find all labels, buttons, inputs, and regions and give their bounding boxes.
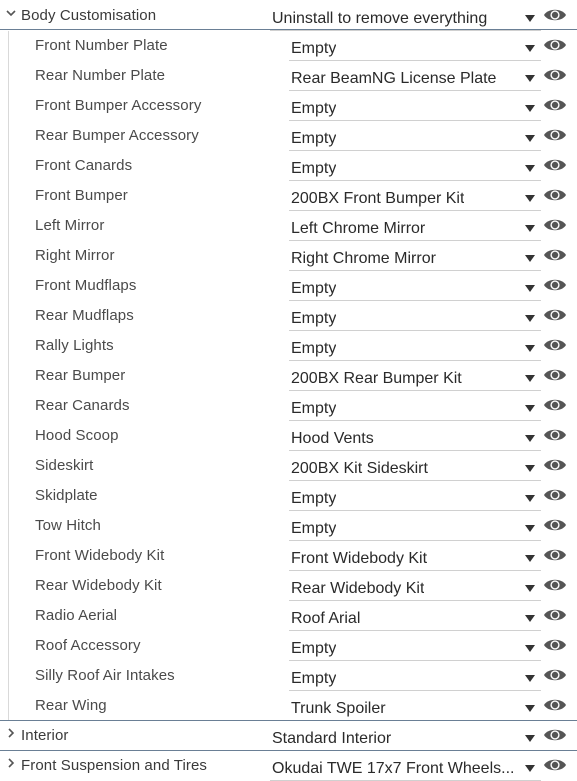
caret-down-icon[interactable] <box>525 525 535 532</box>
section-0-part-17-row[interactable] <box>0 541 577 571</box>
section-0-part-19-row[interactable] <box>0 601 577 631</box>
section-0-part-0-row[interactable] <box>0 31 577 61</box>
caret-down-icon[interactable] <box>525 135 535 142</box>
section-2-row[interactable] <box>0 751 577 781</box>
eye-icon[interactable] <box>543 335 567 355</box>
section-0-part-13-dropdown[interactable] <box>289 424 541 451</box>
section-0-part-9-dropdown[interactable] <box>289 304 541 331</box>
caret-down-icon[interactable] <box>525 465 535 472</box>
caret-down-icon[interactable] <box>525 345 535 352</box>
eye-icon[interactable] <box>543 365 567 385</box>
section-0-part-3-label: Rear Bumper Accessory <box>35 127 199 144</box>
eye-icon[interactable] <box>543 455 567 475</box>
eye-icon[interactable] <box>543 35 567 55</box>
section-0-part-2-dropdown[interactable] <box>289 94 541 121</box>
section-0-part-19-dropdown[interactable] <box>289 604 541 631</box>
eye-icon[interactable] <box>543 545 567 565</box>
section-0-part-6-label: Left Mirror <box>35 217 105 234</box>
section-0-part-1-dropdown[interactable] <box>289 64 541 91</box>
eye-icon[interactable] <box>543 485 567 505</box>
section-0-part-5-row[interactable] <box>0 181 577 211</box>
section-0-part-11-dropdown[interactable] <box>289 364 541 391</box>
section-0-part-1-row[interactable] <box>0 61 577 91</box>
caret-down-icon[interactable] <box>525 405 535 412</box>
section-0-part-12-label: Rear Canards <box>35 397 130 414</box>
section-0-part-15-row[interactable] <box>0 481 577 511</box>
section-0-part-3-selected-value: Empty <box>291 130 337 147</box>
caret-down-icon[interactable] <box>525 495 535 502</box>
caret-down-icon[interactable] <box>525 585 535 592</box>
section-0-part-21-selected-value: Empty <box>291 670 337 687</box>
section-0-part-2-row[interactable] <box>0 91 577 121</box>
eye-icon[interactable] <box>543 245 567 265</box>
section-0-part-0-label: Front Number Plate <box>35 37 168 54</box>
section-0-part-14-selected-value: 200BX Kit Sideskirt <box>291 460 428 477</box>
section-0-part-13-row[interactable] <box>0 421 577 451</box>
eye-icon[interactable] <box>543 305 567 325</box>
section-0-part-3-dropdown[interactable] <box>289 124 541 151</box>
section-0-part-7-dropdown[interactable] <box>289 244 541 271</box>
section-0-dropdown[interactable] <box>270 4 541 31</box>
section-0-part-9-label: Rear Mudflaps <box>35 307 134 324</box>
eye-icon[interactable] <box>543 185 567 205</box>
section-0-part-18-row[interactable] <box>0 571 577 601</box>
section-0-part-22-selected-value: Trunk Spoiler <box>291 700 386 717</box>
section-0-part-8-selected-value: Empty <box>291 280 337 297</box>
caret-down-icon[interactable] <box>525 225 535 232</box>
section-0-part-16-row[interactable] <box>0 511 577 541</box>
section-0-part-14-row[interactable] <box>0 451 577 481</box>
section-1-row[interactable] <box>0 721 577 751</box>
section-0-part-11-row[interactable] <box>0 361 577 391</box>
section-0-part-12-dropdown[interactable] <box>289 394 541 421</box>
section-0-part-10-label: Rally Lights <box>35 337 114 354</box>
section-0-label: Body Customisation <box>21 7 157 24</box>
section-0-part-8-label: Front Mudflaps <box>35 277 137 294</box>
eye-icon[interactable] <box>543 665 567 685</box>
section-0-part-18-dropdown[interactable] <box>289 574 541 601</box>
section-0-part-11-selected-value: 200BX Rear Bumper Kit <box>291 370 462 387</box>
eye-icon[interactable] <box>543 425 567 445</box>
section-0-part-15-label: Skidplate <box>35 487 98 504</box>
section-0-part-13-label: Hood Scoop <box>35 427 119 444</box>
section-0-part-21-label: Silly Roof Air Intakes <box>35 667 175 684</box>
section-0-part-19-label: Radio Aerial <box>35 607 118 624</box>
caret-down-icon[interactable] <box>525 675 535 682</box>
caret-down-icon[interactable] <box>525 375 535 382</box>
section-0-part-17-label: Front Widebody Kit <box>35 547 165 564</box>
chevron-down-icon[interactable] <box>5 7 17 19</box>
section-0-part-10-row[interactable] <box>0 331 577 361</box>
tree-indent-line <box>8 31 9 721</box>
section-0-part-19-selected-value: Roof Arial <box>291 610 361 627</box>
section-0-part-16-dropdown[interactable] <box>289 514 541 541</box>
section-0-part-6-selected-value: Left Chrome Mirror <box>291 220 426 237</box>
section-0-part-21-dropdown[interactable] <box>289 664 541 691</box>
eye-icon[interactable] <box>543 5 567 25</box>
section-2-selected-value: Okudai TWE 17x7 Front Wheels... <box>272 760 515 777</box>
caret-down-icon[interactable] <box>525 555 535 562</box>
caret-down-icon[interactable] <box>525 315 535 322</box>
caret-down-icon[interactable] <box>525 45 535 52</box>
section-0-part-22-row[interactable] <box>0 691 577 721</box>
chevron-right-icon[interactable] <box>5 727 17 739</box>
section-0-part-5-dropdown[interactable] <box>289 184 541 211</box>
eye-icon[interactable] <box>543 695 567 715</box>
section-0-part-0-selected-value: Empty <box>291 40 337 57</box>
caret-down-icon[interactable] <box>525 105 535 112</box>
section-0-part-20-selected-value: Empty <box>291 640 337 657</box>
caret-down-icon[interactable] <box>525 255 535 262</box>
header-divider <box>0 29 577 30</box>
section-0-part-15-dropdown[interactable] <box>289 484 541 511</box>
section-1-dropdown[interactable] <box>270 724 541 751</box>
section-0-part-6-row[interactable] <box>0 211 577 241</box>
section-2-dropdown[interactable] <box>270 754 541 781</box>
section-0-part-15-selected-value: Empty <box>291 490 337 507</box>
section-0-part-4-label: Front Canards <box>35 157 133 174</box>
section-2-label: Front Suspension and Tires <box>21 757 208 774</box>
section-0-part-1-label: Rear Number Plate <box>35 67 166 84</box>
eye-icon[interactable] <box>543 395 567 415</box>
section-0-part-12-selected-value: Empty <box>291 400 337 417</box>
section-0-part-21-row[interactable] <box>0 661 577 691</box>
caret-down-icon[interactable] <box>525 735 535 742</box>
section-0-part-4-row[interactable] <box>0 151 577 181</box>
eye-icon[interactable] <box>543 215 567 235</box>
section-0-part-22-label: Rear Wing <box>35 697 107 714</box>
section-0-part-9-row[interactable] <box>0 301 577 331</box>
caret-down-icon[interactable] <box>525 195 535 202</box>
caret-down-icon[interactable] <box>525 615 535 622</box>
section-0-part-18-label: Rear Widebody Kit <box>35 577 162 594</box>
section-0-part-10-selected-value: Empty <box>291 340 337 357</box>
section-0-selected-value: Uninstall to remove everything <box>272 10 488 27</box>
section-0-part-17-dropdown[interactable] <box>289 544 541 571</box>
section-0-part-7-row[interactable] <box>0 241 577 271</box>
caret-down-icon[interactable] <box>525 435 535 442</box>
section-0-part-4-dropdown[interactable] <box>289 154 541 181</box>
section-0-part-17-selected-value: Front Widebody Kit <box>291 550 428 567</box>
section-0-part-22-dropdown[interactable] <box>289 694 541 721</box>
caret-down-icon[interactable] <box>525 15 535 22</box>
section-0-part-10-dropdown[interactable] <box>289 334 541 361</box>
section-0-part-3-row[interactable] <box>0 121 577 151</box>
section-0-part-14-label: Sideskirt <box>35 457 94 474</box>
eye-icon[interactable] <box>543 605 567 625</box>
section-0-row[interactable] <box>0 1 577 31</box>
section-0-part-9-selected-value: Empty <box>291 310 337 327</box>
section-0-part-6-dropdown[interactable] <box>289 214 541 241</box>
section-0-part-2-selected-value: Empty <box>291 100 337 117</box>
section-0-part-16-label: Tow Hitch <box>35 517 101 534</box>
chevron-right-icon[interactable] <box>5 757 17 769</box>
eye-icon[interactable] <box>543 575 567 595</box>
section-0-part-13-selected-value: Hood Vents <box>291 430 374 447</box>
section-0-part-2-label: Front Bumper Accessory <box>35 97 202 114</box>
section-0-part-12-row[interactable] <box>0 391 577 421</box>
section-0-part-11-label: Rear Bumper <box>35 367 126 384</box>
section-0-part-5-label: Front Bumper <box>35 187 128 204</box>
section-0-part-7-selected-value: Right Chrome Mirror <box>291 250 436 267</box>
section-0-part-20-row[interactable] <box>0 631 577 661</box>
caret-down-icon[interactable] <box>525 765 535 772</box>
eye-icon[interactable] <box>543 635 567 655</box>
caret-down-icon[interactable] <box>525 645 535 652</box>
section-0-part-16-selected-value: Empty <box>291 520 337 537</box>
section-0-part-1-selected-value: Rear BeamNG License Plate <box>291 70 497 87</box>
section-0-part-0-dropdown[interactable] <box>289 34 541 61</box>
eye-icon[interactable] <box>543 275 567 295</box>
section-0-part-20-dropdown[interactable] <box>289 634 541 661</box>
eye-icon[interactable] <box>543 725 567 745</box>
caret-down-icon[interactable] <box>525 705 535 712</box>
eye-icon[interactable] <box>543 755 567 775</box>
eye-icon[interactable] <box>543 125 567 145</box>
eye-icon[interactable] <box>543 155 567 175</box>
caret-down-icon[interactable] <box>525 75 535 82</box>
section-0-part-8-row[interactable] <box>0 271 577 301</box>
section-1-label: Interior <box>21 727 69 744</box>
section-0-part-4-selected-value: Empty <box>291 160 337 177</box>
section-0-part-8-dropdown[interactable] <box>289 274 541 301</box>
section-0-part-18-selected-value: Rear Widebody Kit <box>291 580 425 597</box>
caret-down-icon[interactable] <box>525 165 535 172</box>
section-0-part-20-label: Roof Accessory <box>35 637 141 654</box>
section-0-part-7-label: Right Mirror <box>35 247 115 264</box>
eye-icon[interactable] <box>543 95 567 115</box>
section-0-part-14-dropdown[interactable] <box>289 454 541 481</box>
eye-icon[interactable] <box>543 515 567 535</box>
section-1-selected-value: Standard Interior <box>272 730 392 747</box>
caret-down-icon[interactable] <box>525 285 535 292</box>
section-0-part-5-selected-value: 200BX Front Bumper Kit <box>291 190 465 207</box>
eye-icon[interactable] <box>543 65 567 85</box>
